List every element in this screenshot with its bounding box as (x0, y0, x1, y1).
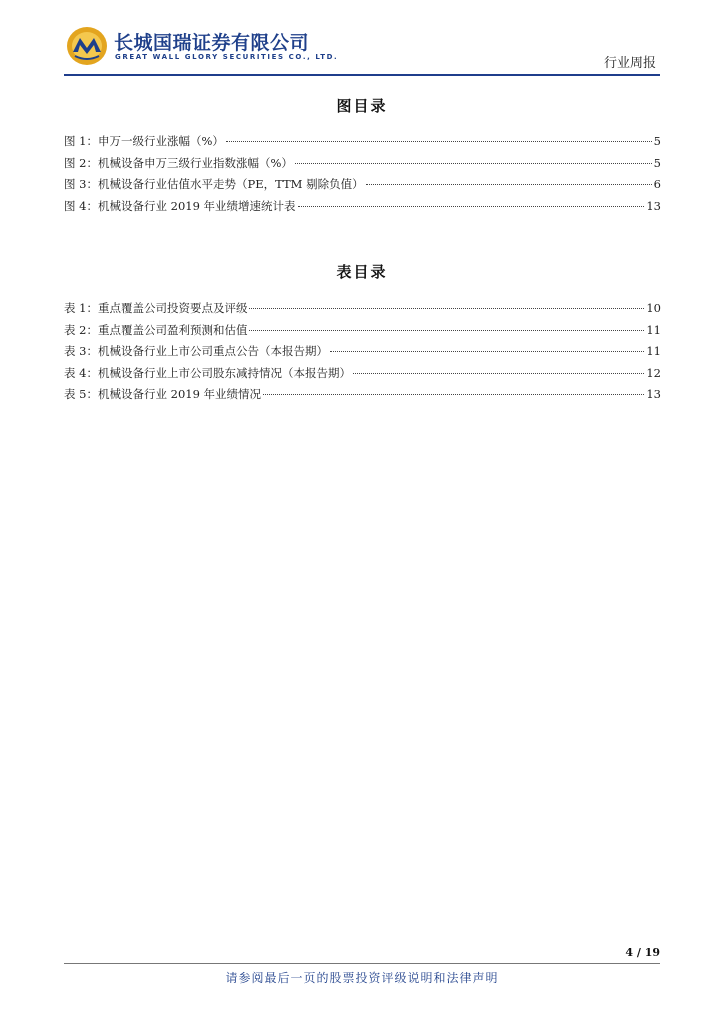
toc-entry-page: 11 (646, 322, 661, 337)
toc-entry-label: 表 3：机械设备行业上市公司重点公告（本报告期） (64, 344, 328, 358)
toc-entry-label: 图 2：机械设备申万三级行业指数涨幅（%） (64, 155, 293, 170)
page-number: 4 / 19 (625, 946, 660, 959)
toc-entry-page: 5 (653, 134, 661, 148)
toc-entry-page: 11 (646, 344, 661, 358)
toc-leader-dots (263, 394, 644, 395)
toc-leader-dots (226, 141, 652, 142)
toc-leader-dots (249, 308, 644, 309)
toc-entry[interactable] (64, 365, 661, 387)
figure-toc-list (64, 133, 661, 219)
header-divider (64, 74, 660, 76)
document-type: 行业周报 (603, 56, 656, 71)
toc-entry-label: 表 1：重点覆盖公司投资要点及评级 (64, 301, 248, 315)
toc-entry-label: 图 3：机械设备行业估值水平走势（PE，TTM 剔除负值） (64, 177, 364, 191)
toc-entry-label: 图 4：机械设备行业 2019 年业绩增速统计表 (64, 198, 296, 213)
toc-leader-dots (366, 184, 652, 185)
toc-entry-label: 表 4：机械设备行业上市公司股东减持情况（本报告期） (64, 365, 351, 380)
toc-entry-page: 5 (653, 155, 661, 170)
toc-entry-page: 13 (646, 198, 661, 213)
page-header (64, 22, 660, 78)
table-toc-list (64, 300, 661, 408)
figure-toc-title: 图目录 (336, 97, 388, 115)
toc-entry-label: 图 1：申万一级行业涨幅（%） (64, 134, 224, 148)
company-name-en: GREAT WALL GLORY SECURITIES CO., LTD. (115, 53, 339, 61)
company-name-cn: 长城国瑞证券有限公司 (114, 32, 310, 54)
toc-entry[interactable] (64, 198, 661, 220)
toc-entry[interactable] (64, 300, 661, 322)
toc-entry[interactable] (64, 322, 661, 344)
toc-entry[interactable] (64, 176, 661, 198)
toc-leader-dots (330, 351, 644, 352)
toc-leader-dots (353, 373, 644, 374)
toc-entry-label: 表 5：机械设备行业 2019 年业绩情况 (64, 387, 262, 401)
toc-entry[interactable] (64, 133, 661, 155)
footer-disclaimer: 请参阅最后一页的股票投资评级说明和法律声明 (225, 971, 499, 985)
toc-leader-dots (249, 330, 644, 331)
toc-entry[interactable] (64, 386, 661, 408)
footer-divider (64, 963, 660, 964)
toc-entry[interactable] (64, 343, 661, 365)
toc-entry-page: 12 (646, 365, 661, 380)
toc-entry-page: 10 (646, 301, 661, 315)
toc-entry-page: 6 (653, 177, 661, 191)
company-logo-icon (66, 26, 108, 66)
toc-entry-page: 13 (646, 387, 661, 401)
table-toc-title: 表目录 (336, 263, 388, 281)
toc-leader-dots (295, 163, 652, 164)
toc-leader-dots (298, 206, 645, 207)
toc-entry[interactable] (64, 155, 661, 177)
toc-entry-label: 表 2：重点覆盖公司盈利预测和估值 (64, 322, 248, 337)
